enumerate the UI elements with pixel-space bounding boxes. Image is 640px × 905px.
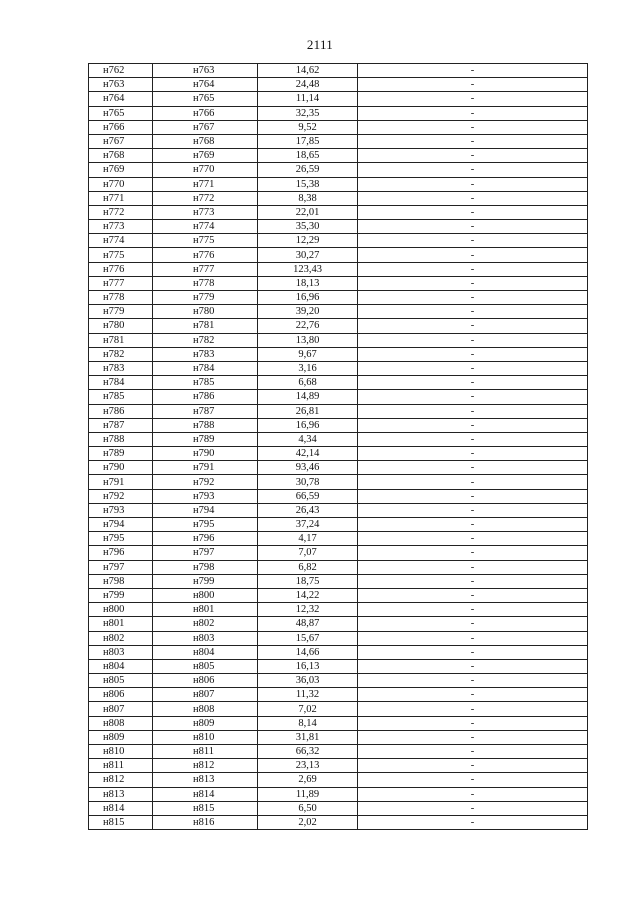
to-point-cell: н814	[153, 787, 258, 801]
to-point-cell: н791	[153, 461, 258, 475]
length-cell: 15,67	[258, 631, 358, 645]
note-cell: -	[358, 276, 588, 290]
from-point-cell: н774	[89, 234, 153, 248]
length-cell: 32,35	[258, 106, 358, 120]
table-row	[89, 163, 588, 177]
from-point-cell: н795	[89, 532, 153, 546]
note-cell: -	[358, 220, 588, 234]
note-cell: -	[358, 291, 588, 305]
table-row	[89, 702, 588, 716]
table-row	[89, 631, 588, 645]
to-point-cell: н797	[153, 546, 258, 560]
to-point-cell: н798	[153, 560, 258, 574]
length-cell: 18,65	[258, 149, 358, 163]
length-cell: 4,17	[258, 532, 358, 546]
note-cell: -	[358, 745, 588, 759]
length-cell: 30,27	[258, 248, 358, 262]
table-row	[89, 262, 588, 276]
table-row	[89, 645, 588, 659]
note-cell: -	[358, 347, 588, 361]
length-cell: 37,24	[258, 518, 358, 532]
from-point-cell: н786	[89, 404, 153, 418]
from-point-cell: н785	[89, 390, 153, 404]
table-row	[89, 716, 588, 730]
from-point-cell: н784	[89, 376, 153, 390]
from-point-cell: н780	[89, 319, 153, 333]
note-cell: -	[358, 631, 588, 645]
from-point-cell: н796	[89, 546, 153, 560]
note-cell: -	[358, 134, 588, 148]
from-point-cell: н775	[89, 248, 153, 262]
note-cell: -	[358, 603, 588, 617]
table-row	[89, 248, 588, 262]
table-row	[89, 532, 588, 546]
table-row	[89, 461, 588, 475]
to-point-cell: н784	[153, 361, 258, 375]
length-cell: 123,43	[258, 262, 358, 276]
from-point-cell: н776	[89, 262, 153, 276]
from-point-cell: н815	[89, 815, 153, 829]
from-point-cell: н789	[89, 447, 153, 461]
to-point-cell: н776	[153, 248, 258, 262]
from-point-cell: н762	[89, 64, 153, 78]
note-cell: -	[358, 475, 588, 489]
from-point-cell: н791	[89, 475, 153, 489]
from-point-cell: н790	[89, 461, 153, 475]
from-point-cell: н792	[89, 489, 153, 503]
from-point-cell: н788	[89, 432, 153, 446]
from-point-cell: н794	[89, 518, 153, 532]
to-point-cell: н780	[153, 305, 258, 319]
table-row	[89, 659, 588, 673]
note-cell: -	[358, 759, 588, 773]
length-cell: 26,81	[258, 404, 358, 418]
from-point-cell: н766	[89, 120, 153, 134]
length-cell: 12,29	[258, 234, 358, 248]
to-point-cell: н785	[153, 376, 258, 390]
table-row	[89, 574, 588, 588]
from-point-cell: н806	[89, 688, 153, 702]
to-point-cell: н807	[153, 688, 258, 702]
from-point-cell: н764	[89, 92, 153, 106]
segments-table-body	[89, 64, 588, 830]
table-row	[89, 603, 588, 617]
note-cell: -	[358, 688, 588, 702]
length-cell: 14,62	[258, 64, 358, 78]
to-point-cell: н768	[153, 134, 258, 148]
to-point-cell: н804	[153, 645, 258, 659]
length-cell: 22,01	[258, 205, 358, 219]
to-point-cell: н772	[153, 191, 258, 205]
length-cell: 6,68	[258, 376, 358, 390]
table-row	[89, 588, 588, 602]
to-point-cell: н812	[153, 759, 258, 773]
from-point-cell: н783	[89, 361, 153, 375]
from-point-cell: н768	[89, 149, 153, 163]
length-cell: 26,59	[258, 163, 358, 177]
length-cell: 18,13	[258, 276, 358, 290]
from-point-cell: н802	[89, 631, 153, 645]
table-row	[89, 617, 588, 631]
length-cell: 6,50	[258, 801, 358, 815]
from-point-cell: н773	[89, 220, 153, 234]
table-row	[89, 220, 588, 234]
from-point-cell: н778	[89, 291, 153, 305]
to-point-cell: н808	[153, 702, 258, 716]
length-cell: 93,46	[258, 461, 358, 475]
table-row	[89, 276, 588, 290]
table-row	[89, 149, 588, 163]
length-cell: 14,89	[258, 390, 358, 404]
table-row	[89, 730, 588, 744]
length-cell: 13,80	[258, 333, 358, 347]
length-cell: 31,81	[258, 730, 358, 744]
table-row	[89, 475, 588, 489]
table-row	[89, 177, 588, 191]
length-cell: 42,14	[258, 447, 358, 461]
note-cell: -	[358, 163, 588, 177]
table-row	[89, 815, 588, 829]
page-number: 2111	[306, 37, 334, 52]
note-cell: -	[358, 305, 588, 319]
to-point-cell: н786	[153, 390, 258, 404]
table-row	[89, 432, 588, 446]
to-point-cell: н799	[153, 574, 258, 588]
to-point-cell: н803	[153, 631, 258, 645]
length-cell: 6,82	[258, 560, 358, 574]
note-cell: -	[358, 560, 588, 574]
length-cell: 39,20	[258, 305, 358, 319]
table-row	[89, 64, 588, 78]
note-cell: -	[358, 177, 588, 191]
to-point-cell: н816	[153, 815, 258, 829]
to-point-cell: н787	[153, 404, 258, 418]
from-point-cell: н807	[89, 702, 153, 716]
note-cell: -	[358, 489, 588, 503]
from-point-cell: н767	[89, 134, 153, 148]
to-point-cell: н806	[153, 674, 258, 688]
table-row	[89, 390, 588, 404]
from-point-cell: н805	[89, 674, 153, 688]
note-cell: -	[358, 702, 588, 716]
length-cell: 66,59	[258, 489, 358, 503]
from-point-cell: н799	[89, 588, 153, 602]
from-point-cell: н779	[89, 305, 153, 319]
to-point-cell: н793	[153, 489, 258, 503]
table-row	[89, 305, 588, 319]
table-row	[89, 234, 588, 248]
from-point-cell: н809	[89, 730, 153, 744]
table-row	[89, 347, 588, 361]
length-cell: 9,52	[258, 120, 358, 134]
length-cell: 30,78	[258, 475, 358, 489]
to-point-cell: н802	[153, 617, 258, 631]
note-cell: -	[358, 617, 588, 631]
from-point-cell: н771	[89, 191, 153, 205]
note-cell: -	[358, 262, 588, 276]
length-cell: 11,89	[258, 787, 358, 801]
note-cell: -	[358, 532, 588, 546]
table-row	[89, 376, 588, 390]
length-cell: 2,69	[258, 773, 358, 787]
length-cell: 9,67	[258, 347, 358, 361]
to-point-cell: н765	[153, 92, 258, 106]
length-cell: 16,96	[258, 418, 358, 432]
to-point-cell: н773	[153, 205, 258, 219]
note-cell: -	[358, 205, 588, 219]
to-point-cell: н800	[153, 588, 258, 602]
table-row	[89, 134, 588, 148]
to-point-cell: н764	[153, 78, 258, 92]
note-cell: -	[358, 390, 588, 404]
from-point-cell: н787	[89, 418, 153, 432]
to-point-cell: н778	[153, 276, 258, 290]
note-cell: -	[358, 518, 588, 532]
table-row	[89, 759, 588, 773]
to-point-cell: н811	[153, 745, 258, 759]
to-point-cell: н767	[153, 120, 258, 134]
table-row	[89, 518, 588, 532]
length-cell: 16,96	[258, 291, 358, 305]
length-cell: 22,76	[258, 319, 358, 333]
note-cell: -	[358, 149, 588, 163]
length-cell: 36,03	[258, 674, 358, 688]
note-cell: -	[358, 546, 588, 560]
to-point-cell: н815	[153, 801, 258, 815]
table-row	[89, 560, 588, 574]
note-cell: -	[358, 333, 588, 347]
from-point-cell: н803	[89, 645, 153, 659]
length-cell: 66,32	[258, 745, 358, 759]
length-cell: 2,02	[258, 815, 358, 829]
from-point-cell: н813	[89, 787, 153, 801]
table-row	[89, 333, 588, 347]
document-table-container	[88, 63, 588, 830]
note-cell: -	[358, 716, 588, 730]
from-point-cell: н769	[89, 163, 153, 177]
length-cell: 11,14	[258, 92, 358, 106]
table-row	[89, 319, 588, 333]
to-point-cell: н769	[153, 149, 258, 163]
note-cell: -	[358, 418, 588, 432]
to-point-cell: н789	[153, 432, 258, 446]
table-row	[89, 787, 588, 801]
length-cell: 24,48	[258, 78, 358, 92]
to-point-cell: н782	[153, 333, 258, 347]
from-point-cell: н797	[89, 560, 153, 574]
table-row	[89, 291, 588, 305]
to-point-cell: н790	[153, 447, 258, 461]
table-row	[89, 447, 588, 461]
note-cell: -	[358, 588, 588, 602]
from-point-cell: н765	[89, 106, 153, 120]
length-cell: 17,85	[258, 134, 358, 148]
table-row	[89, 92, 588, 106]
note-cell: -	[358, 78, 588, 92]
to-point-cell: н779	[153, 291, 258, 305]
length-cell: 8,14	[258, 716, 358, 730]
to-point-cell: н788	[153, 418, 258, 432]
table-row	[89, 801, 588, 815]
from-point-cell: н814	[89, 801, 153, 815]
to-point-cell: н781	[153, 319, 258, 333]
note-cell: -	[358, 773, 588, 787]
table-row	[89, 546, 588, 560]
table-row	[89, 106, 588, 120]
from-point-cell: н763	[89, 78, 153, 92]
note-cell: -	[358, 64, 588, 78]
from-point-cell: н798	[89, 574, 153, 588]
to-point-cell: н810	[153, 730, 258, 744]
length-cell: 18,75	[258, 574, 358, 588]
length-cell: 4,34	[258, 432, 358, 446]
table-row	[89, 773, 588, 787]
from-point-cell: н812	[89, 773, 153, 787]
to-point-cell: н771	[153, 177, 258, 191]
note-cell: -	[358, 432, 588, 446]
from-point-cell: н777	[89, 276, 153, 290]
to-point-cell: н770	[153, 163, 258, 177]
to-point-cell: н809	[153, 716, 258, 730]
table-row	[89, 418, 588, 432]
to-point-cell: н795	[153, 518, 258, 532]
table-row	[89, 489, 588, 503]
table-row	[89, 191, 588, 205]
to-point-cell: н792	[153, 475, 258, 489]
from-point-cell: н782	[89, 347, 153, 361]
from-point-cell: н804	[89, 659, 153, 673]
from-point-cell: н772	[89, 205, 153, 219]
to-point-cell: н805	[153, 659, 258, 673]
from-point-cell: н801	[89, 617, 153, 631]
note-cell: -	[358, 361, 588, 375]
to-point-cell: н796	[153, 532, 258, 546]
note-cell: -	[358, 191, 588, 205]
length-cell: 8,38	[258, 191, 358, 205]
to-point-cell: н783	[153, 347, 258, 361]
length-cell: 26,43	[258, 503, 358, 517]
length-cell: 15,38	[258, 177, 358, 191]
note-cell: -	[358, 503, 588, 517]
note-cell: -	[358, 787, 588, 801]
note-cell: -	[358, 815, 588, 829]
length-cell: 11,32	[258, 688, 358, 702]
table-row	[89, 78, 588, 92]
note-cell: -	[358, 574, 588, 588]
segments-table	[88, 63, 588, 830]
from-point-cell: н810	[89, 745, 153, 759]
note-cell: -	[358, 120, 588, 134]
table-row	[89, 674, 588, 688]
note-cell: -	[358, 92, 588, 106]
to-point-cell: н774	[153, 220, 258, 234]
from-point-cell: н770	[89, 177, 153, 191]
note-cell: -	[358, 674, 588, 688]
to-point-cell: н775	[153, 234, 258, 248]
note-cell: -	[358, 376, 588, 390]
note-cell: -	[358, 319, 588, 333]
length-cell: 12,32	[258, 603, 358, 617]
from-point-cell: н808	[89, 716, 153, 730]
table-row	[89, 745, 588, 759]
note-cell: -	[358, 645, 588, 659]
to-point-cell: н763	[153, 64, 258, 78]
table-row	[89, 205, 588, 219]
from-point-cell: н811	[89, 759, 153, 773]
to-point-cell: н813	[153, 773, 258, 787]
table-row	[89, 503, 588, 517]
from-point-cell: н793	[89, 503, 153, 517]
table-row	[89, 361, 588, 375]
note-cell: -	[358, 447, 588, 461]
length-cell: 48,87	[258, 617, 358, 631]
note-cell: -	[358, 234, 588, 248]
note-cell: -	[358, 106, 588, 120]
to-point-cell: н801	[153, 603, 258, 617]
length-cell: 14,66	[258, 645, 358, 659]
from-point-cell: н800	[89, 603, 153, 617]
table-row	[89, 688, 588, 702]
length-cell: 35,30	[258, 220, 358, 234]
to-point-cell: н766	[153, 106, 258, 120]
to-point-cell: н777	[153, 262, 258, 276]
note-cell: -	[358, 461, 588, 475]
table-row	[89, 404, 588, 418]
length-cell: 7,02	[258, 702, 358, 716]
length-cell: 23,13	[258, 759, 358, 773]
length-cell: 14,22	[258, 588, 358, 602]
to-point-cell: н794	[153, 503, 258, 517]
note-cell: -	[358, 730, 588, 744]
table-row	[89, 120, 588, 134]
length-cell: 7,07	[258, 546, 358, 560]
note-cell: -	[358, 659, 588, 673]
length-cell: 16,13	[258, 659, 358, 673]
length-cell: 3,16	[258, 361, 358, 375]
note-cell: -	[358, 801, 588, 815]
note-cell: -	[358, 248, 588, 262]
note-cell: -	[358, 404, 588, 418]
from-point-cell: н781	[89, 333, 153, 347]
